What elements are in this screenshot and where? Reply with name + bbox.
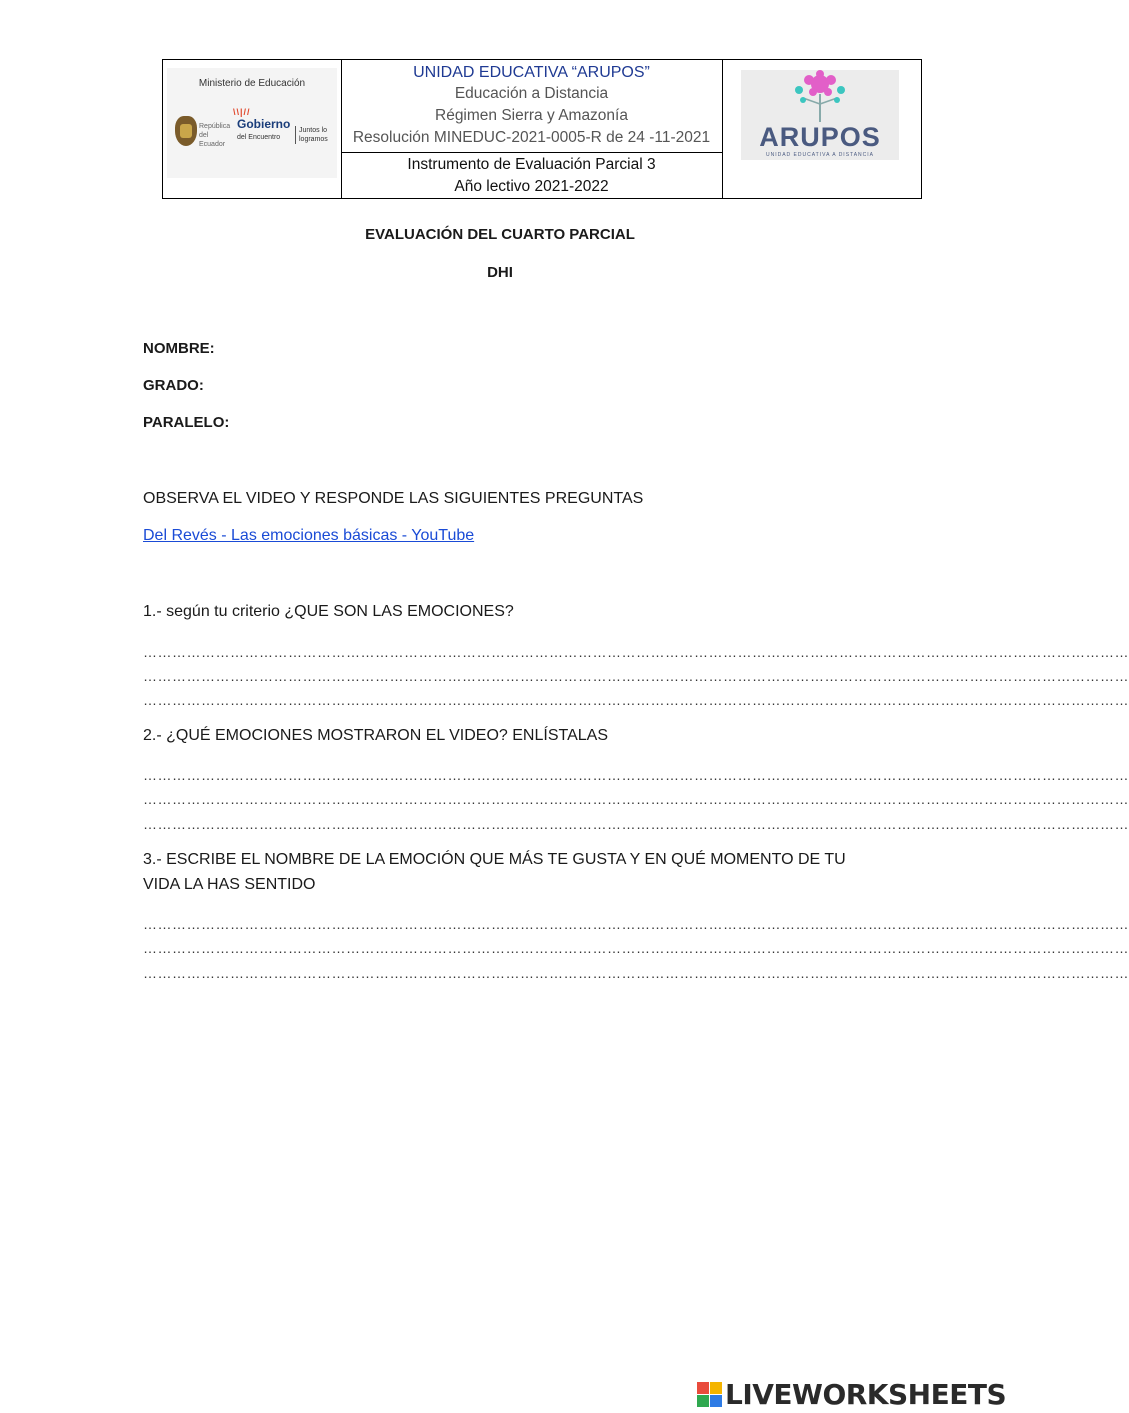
flower-tree-icon <box>785 70 855 122</box>
question-1: 1.- según tu criterio ¿QUE SON LAS EMOCIONES? <box>143 603 514 620</box>
juntos-label: Juntos lo logramos <box>295 126 333 144</box>
answer-line-1b[interactable]: …………………………………………………………………………………………………………………………………………………………………………………… <box>143 668 1129 684</box>
regime: Régimen Sierra y Amazonía <box>435 107 628 124</box>
instruction: OBSERVA EL VIDEO Y RESPONDE LAS SIGUIENTES PREGUNTAS <box>143 490 644 507</box>
answer-line-3c[interactable]: …………………………………………………………………………………………………………………………………………………………………………………… <box>143 965 1129 981</box>
question-3: 3.- ESCRIBE EL NOMBRE DE LA EMOCIÓN QUE MÁS TE GUSTA Y EN QUÉ MOMENTO DE TU <box>143 851 846 868</box>
answer-line-2c[interactable]: …………………………………………………………………………………………………………………………………………………………………………………… <box>143 816 1129 832</box>
answer-line-3a[interactable]: …………………………………………………………………………………………………………………………………………………………………………………… <box>143 916 1129 932</box>
rays-icon: \\|// <box>233 107 251 117</box>
logo-name: ARUPOS <box>759 122 881 152</box>
field-paralelo: PARALELO: <box>143 414 230 431</box>
question-2: 2.- ¿QUÉ EMOCIONES MOSTRARON EL VIDEO? ENLÍSTALAS <box>143 727 608 744</box>
field-nombre: NOMBRE: <box>143 340 215 357</box>
question-3-cont: VIDA LA HAS SENTIDO <box>143 876 316 893</box>
school-year: Año lectivo 2021-2022 <box>454 178 609 195</box>
republica-label: República del Ecuador <box>199 123 231 148</box>
gobierno-logo <box>233 107 291 144</box>
ministry-cell <box>163 60 342 198</box>
exam-title: EVALUACIÓN DEL CUARTO PARCIAL <box>365 226 635 243</box>
school-info-cell <box>341 60 723 198</box>
header-table <box>162 59 922 199</box>
encuentro-label: del Encuentro <box>237 134 281 141</box>
arupos-logo <box>741 70 899 160</box>
modality: Educación a Distancia <box>454 85 609 102</box>
subject-title: DHI <box>487 264 513 281</box>
field-grado: GRADO: <box>143 377 204 394</box>
ministry-title: Ministerio de Educación <box>198 78 306 89</box>
gobierno-label: Gobierno <box>237 117 291 131</box>
liveworksheets-logo-icon <box>697 1382 723 1408</box>
answer-line-2b[interactable]: …………………………………………………………………………………………………………………………………………………………………………………… <box>143 791 1129 807</box>
school-name: UNIDAD EDUCATIVA “ARUPOS” <box>413 64 650 81</box>
video-link[interactable]: Del Revés - Las emociones básicas - YouTube <box>143 527 475 544</box>
coat-of-arms-icon <box>175 116 197 146</box>
ministry-logo <box>167 68 337 178</box>
instrument-title: Instrumento de Evaluación Parcial 3 <box>407 156 656 173</box>
answer-line-2a[interactable]: …………………………………………………………………………………………………………………………………………………………………………………… <box>143 767 1129 783</box>
answer-line-3b[interactable]: …………………………………………………………………………………………………………………………………………………………………………………… <box>143 940 1129 956</box>
answer-line-1c[interactable]: …………………………………………………………………………………………………………………………………………………………………………………… <box>143 692 1129 708</box>
watermark-text: LIVEWORKSHEETS <box>725 1378 1007 1411</box>
logo-cell <box>723 60 921 198</box>
resolution: Resolución MINEDUC-2021-0005-R de 24 -11-2021 <box>352 129 711 146</box>
logo-subtitle: UNIDAD EDUCATIVA A DISTANCIA <box>765 152 874 158</box>
answer-line-1a[interactable]: …………………………………………………………………………………………………………………………………………………………………………………… <box>143 644 1129 660</box>
